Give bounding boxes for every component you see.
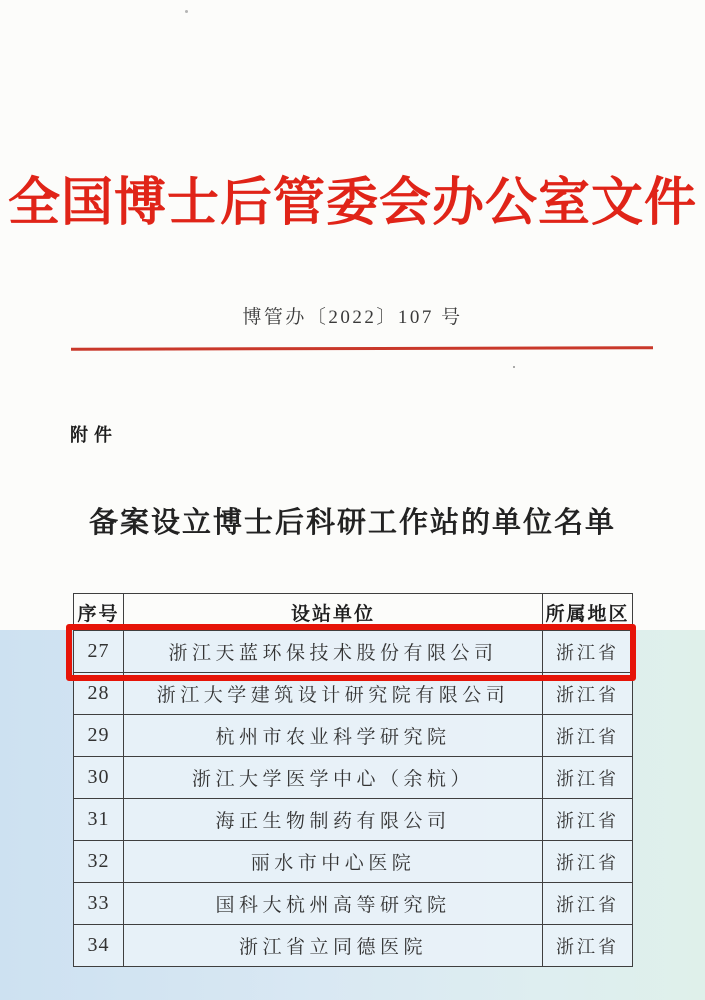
document-title: 全国博士后管委会办公室文件 xyxy=(7,175,697,232)
cell-no: 32 xyxy=(74,841,124,883)
scan-speck xyxy=(513,366,515,368)
table-row xyxy=(74,673,633,715)
table-row xyxy=(74,925,633,967)
cell-region: 浙江省 xyxy=(543,757,633,799)
cell-no: 31 xyxy=(74,799,124,841)
document-number: 博管办〔2022〕107 号 xyxy=(242,307,463,328)
cell-no: 27 xyxy=(74,631,124,673)
attachment-label: 附件 xyxy=(70,425,118,445)
table-row xyxy=(74,757,633,799)
table-row xyxy=(74,631,633,673)
cell-region: 浙江省 xyxy=(543,799,633,841)
cell-no: 33 xyxy=(74,883,124,925)
table-row xyxy=(74,715,633,757)
cell-no: 28 xyxy=(74,673,124,715)
table-header-row xyxy=(74,594,633,631)
cell-unit: 浙江大学医学中心（余杭） xyxy=(124,757,543,799)
cell-region: 浙江省 xyxy=(543,715,633,757)
table-row xyxy=(74,883,633,925)
cell-unit: 丽水市中心医院 xyxy=(124,841,543,883)
cell-region: 浙江省 xyxy=(543,631,633,673)
table-row xyxy=(74,799,633,841)
red-divider-line xyxy=(71,346,653,351)
cell-unit: 海正生物制药有限公司 xyxy=(124,799,543,841)
table-row xyxy=(74,841,633,883)
cell-unit: 杭州市农业科学研究院 xyxy=(124,715,543,757)
cell-unit: 浙江大学建筑设计研究院有限公司 xyxy=(124,673,543,715)
scan-speck xyxy=(185,10,188,13)
cell-region: 浙江省 xyxy=(543,673,633,715)
cell-unit: 浙江天蓝环保技术股份有限公司 xyxy=(124,631,543,673)
cell-no: 30 xyxy=(74,757,124,799)
cell-unit: 国科大杭州高等研究院 xyxy=(124,883,543,925)
cell-no: 34 xyxy=(74,925,124,967)
header-cell-no: 序号 xyxy=(74,594,124,631)
cell-unit: 浙江省立同德医院 xyxy=(124,925,543,967)
units-table xyxy=(73,593,633,967)
table-title: 备案设立博士后科研工作站的单位名单 xyxy=(88,507,616,539)
cell-no: 29 xyxy=(74,715,124,757)
cell-region: 浙江省 xyxy=(543,925,633,967)
cell-region: 浙江省 xyxy=(543,883,633,925)
header-cell-unit: 设站单位 xyxy=(124,594,543,631)
header-cell-region: 所属地区 xyxy=(543,594,633,631)
cell-region: 浙江省 xyxy=(543,841,633,883)
